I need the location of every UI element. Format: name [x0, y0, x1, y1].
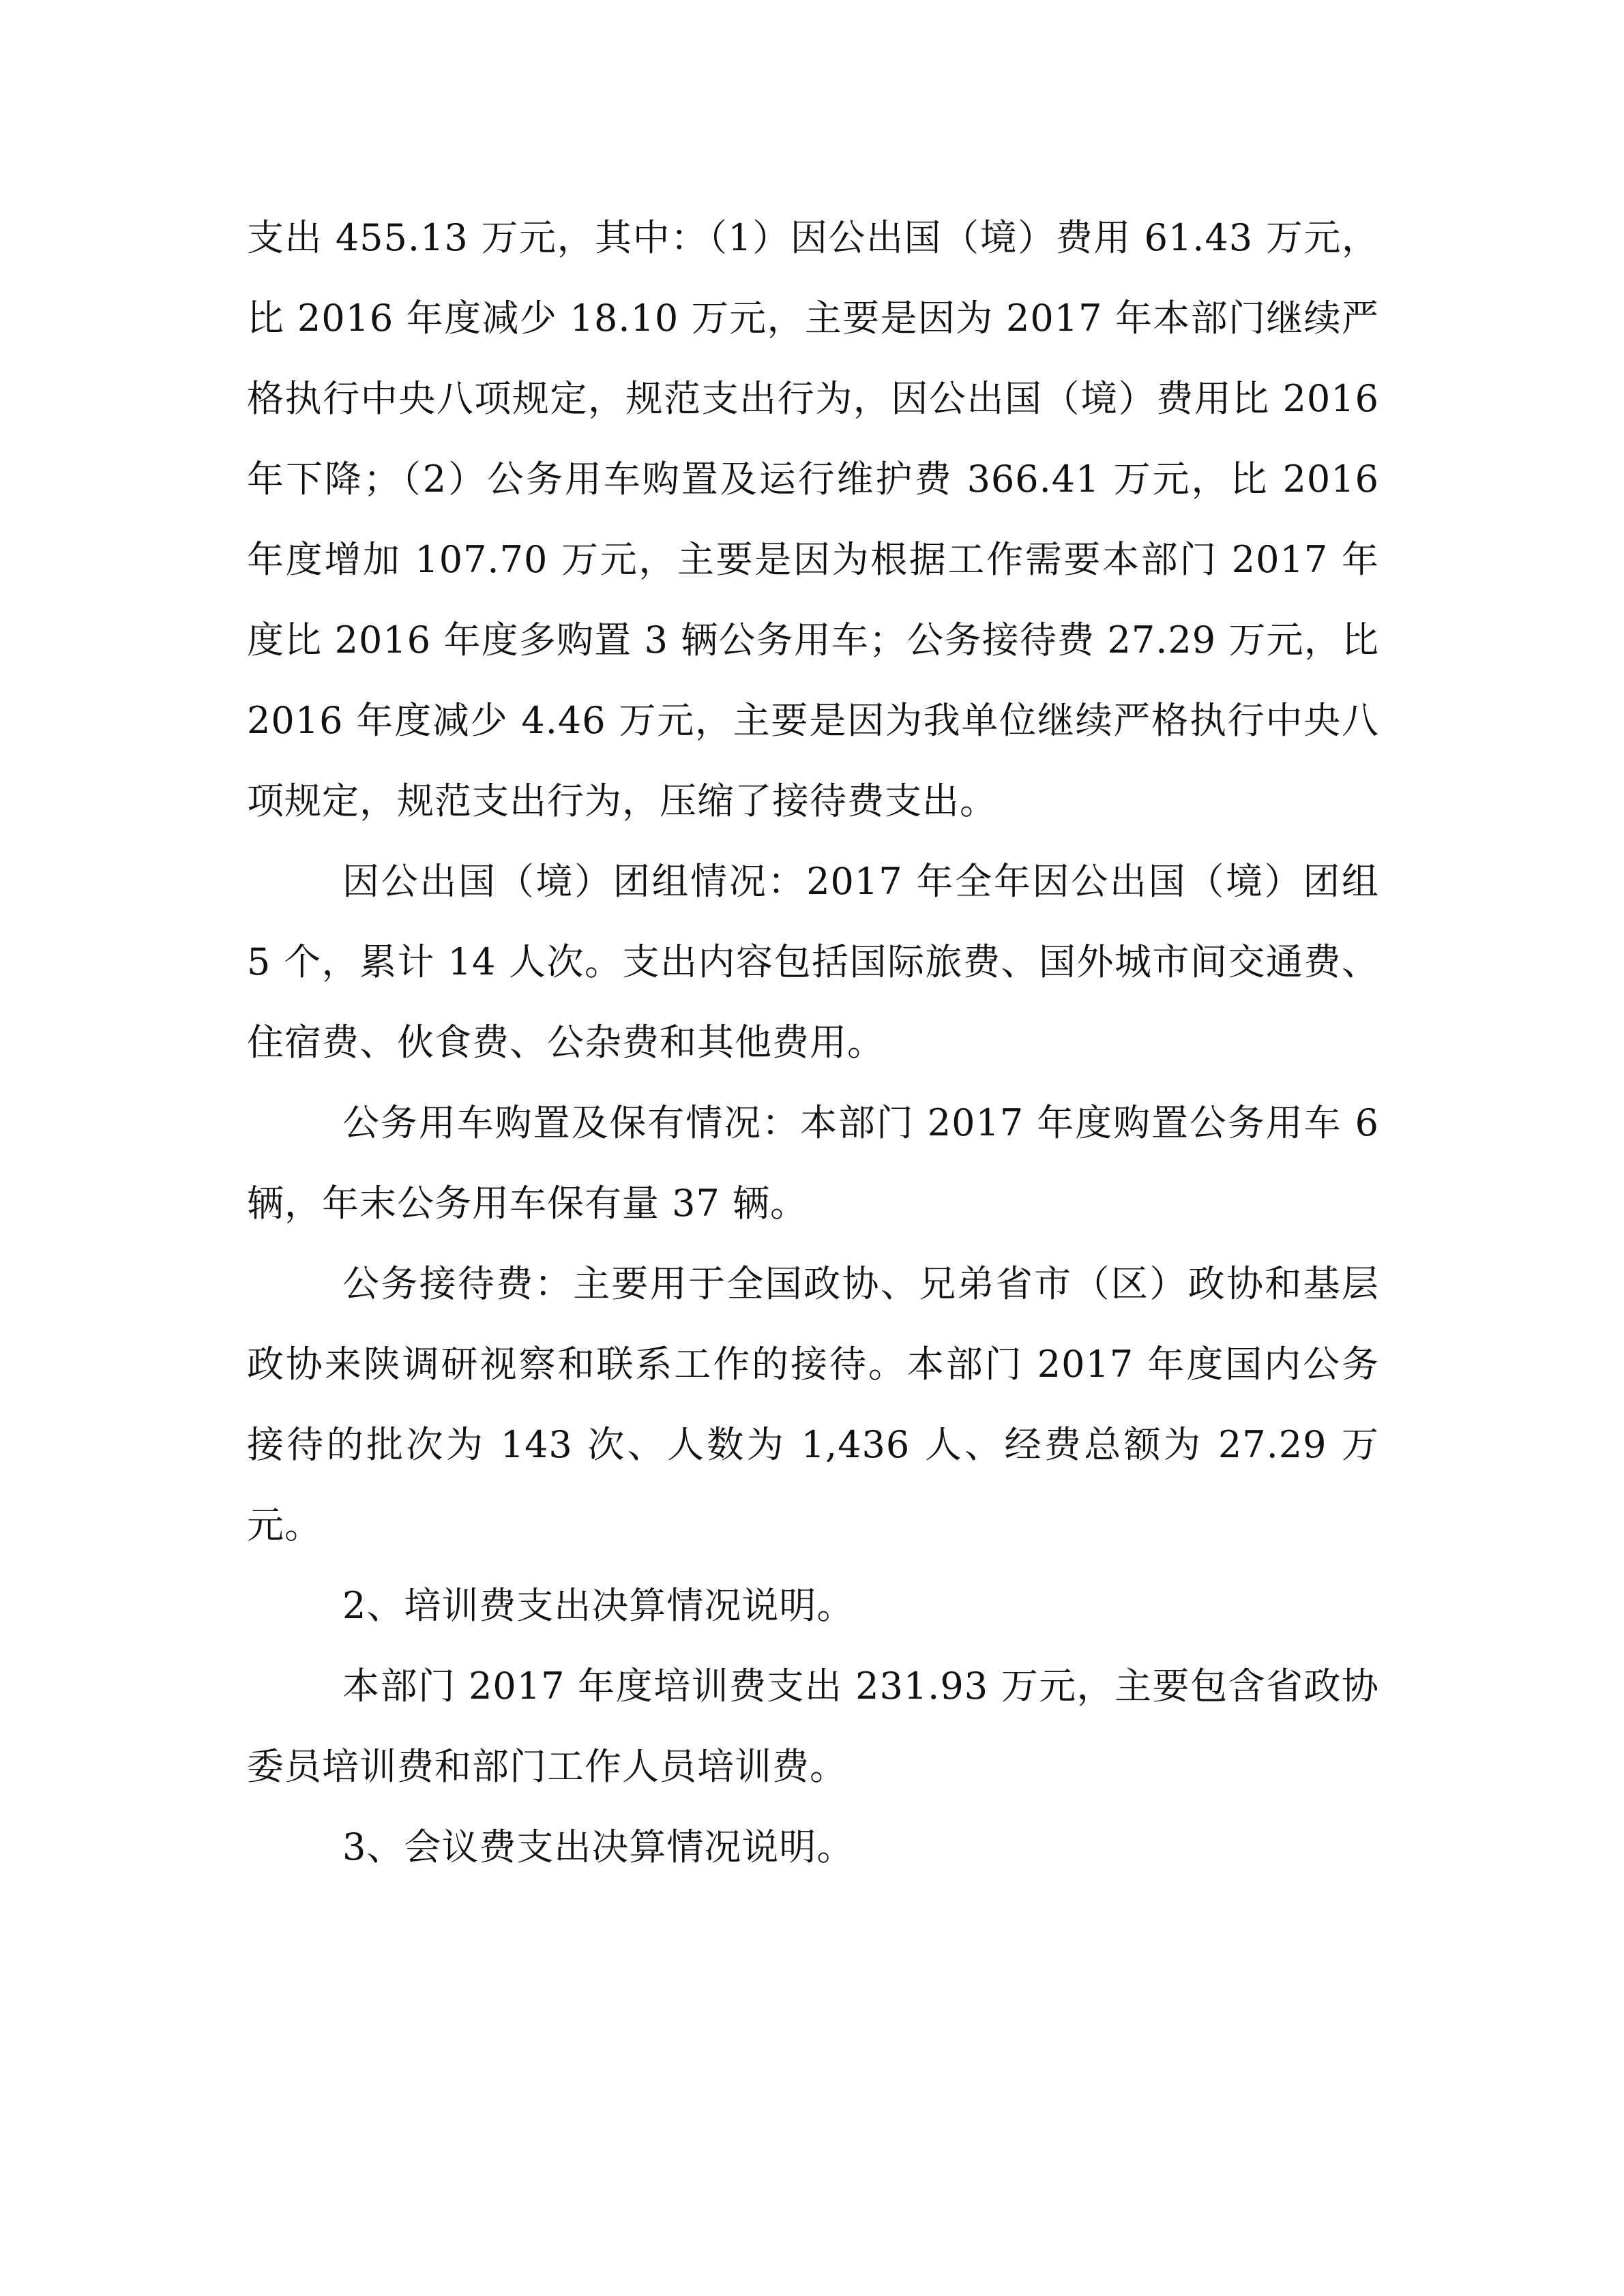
document-body: [247, 198, 1379, 1888]
paragraph-training-fees: 本部门 2017 年度培训费支出 231.93 万元，主要包含省政协委员培训费和部门工作人员培训费。: [247, 1665, 1379, 1788]
paragraph-reception-fees: 公务接待费：主要用于全国政协、兄弟省市（区）政协和基层政协来陕调研视察和联系工作的接待。本部门 2017 年度国内公务接待的批次为 143 次、人数为 1,436 人、经费总额为 27.29 万元。: [247, 1262, 1379, 1547]
paragraph-vehicle-purchase: 公务用车购置及保有情况：本部门 2017 年度购置公务用车 6 辆，年末公务用车保有量 37 辆。: [247, 1101, 1379, 1225]
paragraph-expenditure-summary: 支出 455.13 万元，其中：（1）因公出国（境）费用 61.43 万元，比 2016 年度减少 18.10 万元，主要是因为 2017 年本部门继续严格执行中央八项规定，规范支出行为，因公出国（境）费用比 2016 年下降；（2）公务用车购置及运行维护费 366.41 万元，比 2016 年度增加 107.70 万元，主要是因为根据工作需要本部门 2017 年度比 2016 年度多购置 3 辆公务用车；公务接待费 27.29 万元，比 2016 年度减少 4.46 万元，主要是因为我单位继续严格执行中央八项规定，规范支出行为，压缩了接待费支出。: [247, 216, 1379, 822]
paragraph-overseas-groups: 因公出国（境）团组情况：2017 年全年因公出国（境）团组 5 个，累计 14 人次。支出内容包括国际旅费、国外城市间交通费、住宿费、伙食费、公杂费和其他费用。: [247, 860, 1379, 1064]
heading-training-fees: 2、培训费支出决算情况说明。: [342, 1584, 855, 1627]
heading-meeting-fees: 3、会议费支出决算情况说明。: [342, 1825, 855, 1868]
